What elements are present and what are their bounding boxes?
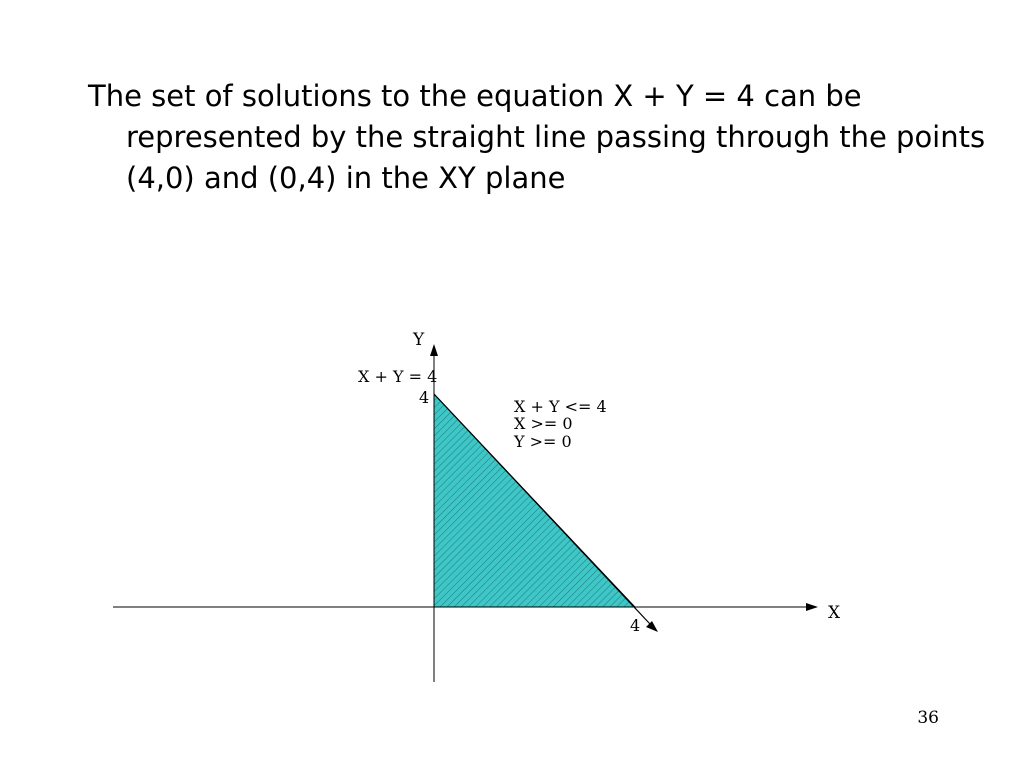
line-equation-label: X + Y = 4	[358, 367, 438, 386]
constraint-3: Y >= 0	[514, 432, 572, 451]
x-axis-label: X	[828, 603, 841, 623]
constraint-1: X + Y <= 4	[514, 397, 607, 416]
constraint-2: X >= 0	[514, 414, 573, 433]
x-axis-arrowhead	[806, 603, 818, 611]
y-axis-label: Y	[413, 330, 425, 350]
y-intercept-label: 4	[419, 388, 430, 407]
slide-body-text: The set of solutions to the equation X + Y = 4 can be represented by the straight line passing through the points (4,0) and (0,4) in the XY plane	[88, 79, 986, 195]
constraint-line-arrowhead	[646, 621, 658, 632]
x-intercept-label: 4	[630, 616, 641, 635]
y-axis-arrowhead	[430, 344, 438, 356]
page-number: 36	[917, 708, 939, 728]
